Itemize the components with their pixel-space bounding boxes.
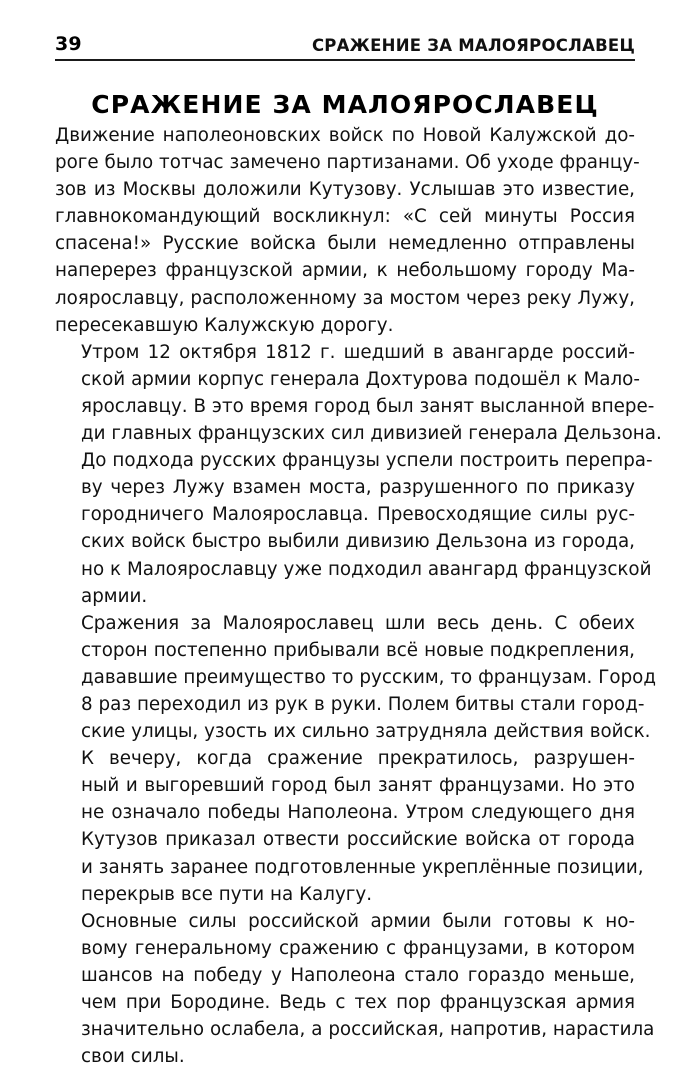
text-line: ских войск быстро выбили дивизию Дельзона из города,	[81, 531, 635, 553]
text-line: зов из Москвы доложили Кутузову. Услышав это известие,	[55, 179, 635, 201]
body-text-column	[55, 122, 662, 1070]
text-line: роге было тотчас замечено партизанами. Об уходе францу-	[55, 152, 640, 174]
text-line: дававшие преимущество то русским, то французам. Город	[81, 666, 656, 688]
paragraph	[55, 339, 662, 610]
text-line: спасена!» Русские войска были немедленно отправлены	[55, 233, 635, 255]
text-line: вому генеральному сражению с французами, в котором	[81, 937, 635, 959]
text-line: чем при Бородине. Ведь с тех пор французская армия	[81, 992, 635, 1013]
text-line: ный и выгоревший город был занят французами. Но это	[81, 775, 635, 797]
text-line: 8 раз переходил из рук в руки. Полем битвы стали город-	[81, 693, 645, 715]
page-number: 39	[55, 33, 82, 55]
text-line: наперерез французской армии, к небольшому городу Ма-	[55, 260, 635, 282]
running-head	[55, 28, 635, 54]
text-line: Утром 12 октября 1812 г. шедший в авангарде россий-	[81, 341, 635, 363]
text-line: лоярославцу, расположенному за мостом через реку Лужу,	[55, 287, 635, 309]
text-line: шансов на победу у Наполеона стало гораздо меньше,	[81, 964, 635, 986]
text-line: но к Малоярославцу уже подходил авангард французской	[81, 558, 652, 580]
text-line: не означало победы Наполеона. Утром следующего дня	[81, 802, 635, 824]
text-line: Сражения за Малоярославец шли весь день. С обеих	[81, 612, 635, 634]
text-line: перекрыв все пути на Калугу.	[81, 883, 372, 905]
text-line: До подхода русских французы успели построить перепра-	[81, 450, 653, 472]
text-line: ярославцу. В это время город был занят высланной впере-	[81, 395, 655, 417]
text-line: К вечеру, когда сражение прекратилось, разрушен-	[81, 748, 635, 770]
text-line: и занять заранее подготовленные укреплённые позиции,	[81, 856, 644, 878]
text-line: главнокомандующий воскликнул: «С сей минуты Россия	[55, 206, 635, 228]
text-line: городничего Малоярославца. Превосходящие силы рус-	[81, 504, 635, 526]
paragraph	[55, 610, 656, 745]
text-line: Кутузов приказал отвести российские войска от города	[81, 829, 635, 851]
text-line: свои силы.	[81, 1046, 185, 1068]
text-line: значительно ослабела, а российская, напротив, нарастила	[81, 1019, 655, 1041]
running-head-rule	[55, 59, 635, 61]
chapter-title: СРАЖЕНИЕ ЗА МАЛОЯРОСЛАВЕЦ	[91, 89, 599, 119]
text-line: Основные силы российской армии были готовы к но-	[81, 910, 635, 932]
text-line: ские улицы, узость их сильно затрудняла действия войск.	[81, 721, 651, 743]
text-line: пересекавшую Калужскую дорогу.	[55, 314, 394, 336]
paragraph	[55, 745, 644, 908]
running-head-title: СРАЖЕНИЕ ЗА МАЛОЯРОСЛАВЕЦ	[311, 35, 635, 55]
text-line: Движение наполеоновских войск по Новой Калужской до-	[55, 125, 635, 146]
paragraph	[55, 122, 640, 339]
text-line: сторон постепенно прибывали всё новые подкрепления,	[81, 639, 635, 661]
text-line: армии.	[81, 585, 148, 607]
paragraph	[55, 908, 655, 1070]
text-line: ской армии корпус генерала Дохтурова подошёл к Мало-	[81, 368, 640, 390]
text-line: ву через Лужу взамен моста, разрушенного по приказу	[81, 477, 635, 499]
text-line: ди главных французских сил дивизией генерала Дельзона.	[81, 423, 662, 445]
